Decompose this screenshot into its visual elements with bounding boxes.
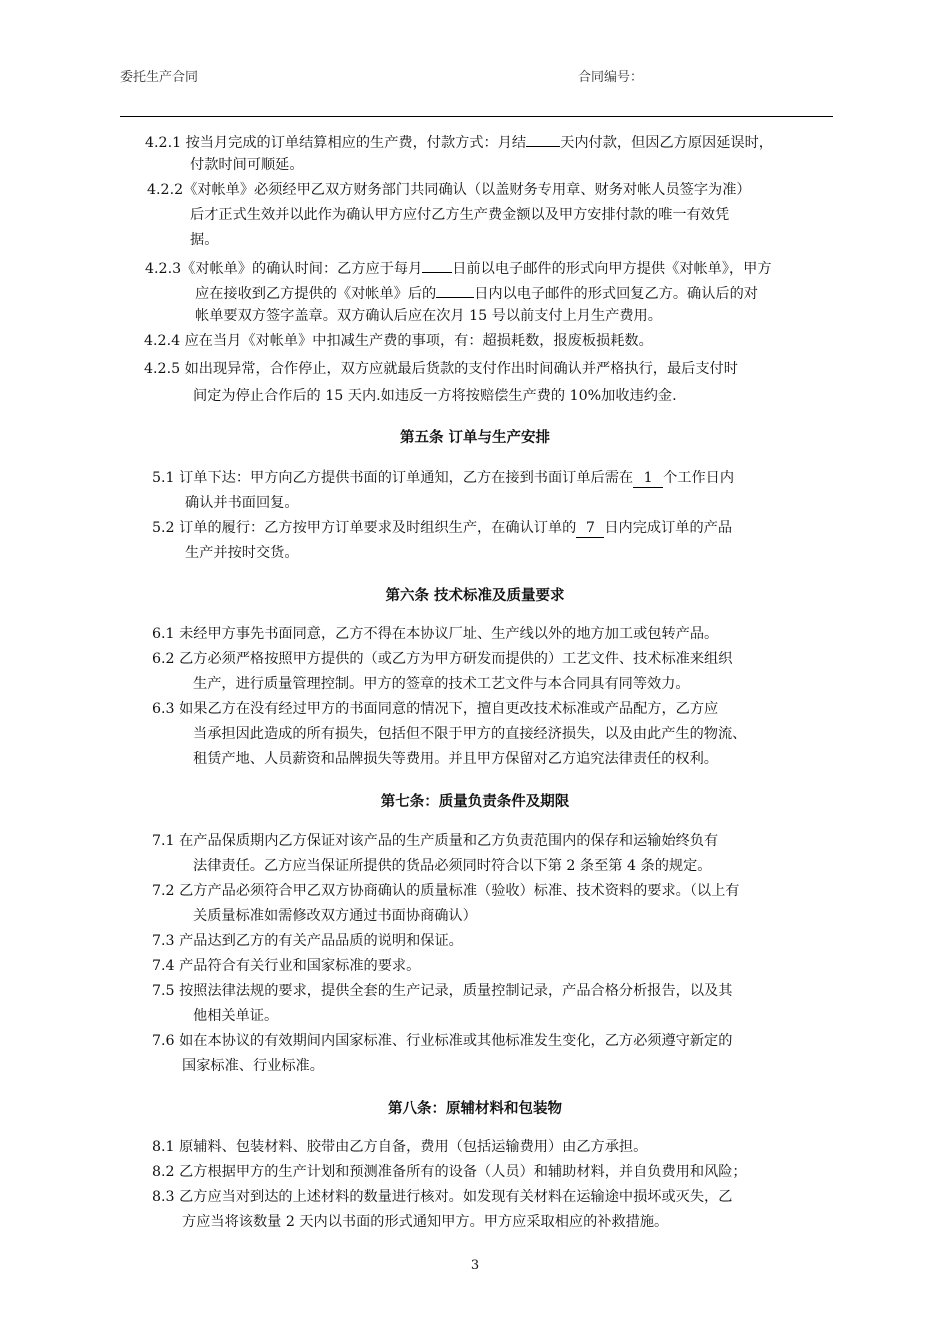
section-5-heading: 第五条 订单与生产安排 [399, 429, 551, 446]
clause-4-2-2-line-1: 4.2.2《对帐单》必须经甲乙双方财务部门共同确认（以盖财务专用章、财务对帐人员签字为准） [147, 182, 751, 198]
clause-7-5-line-1: 7.5 按照法律法规的要求，提供全套的生产记录，质量控制记录，产品合格分析报告，以及其 [152, 983, 733, 999]
clause-7-1-line-2: 法律责任。乙方应当保证所提供的货品必须同时符合以下第 2 条至第 4 条的规定。 [193, 858, 712, 874]
clause-6-3-line-1: 6.3 如果乙方在没有经过甲方的书面同意的情况下，擅自更改技术标准或产品配方，乙方应 [152, 701, 719, 717]
page-number: 3 [470, 1258, 480, 1273]
clause-6-3-line-2: 当承担因此造成的所有损失，包括但不限于甲方的直接经济损失，以及由此产生的物流、 [193, 726, 747, 742]
clause-5-1-line-2: 确认并书面回复。 [185, 495, 299, 511]
clause-4-2-3-line-3: 帐单要双方签字盖章。双方确认后应在次月 15 号以前支付上月生产费用。 [195, 308, 662, 324]
clause-7-2-line-1: 7.2 乙方产品必须符合甲乙双方协商确认的质量标准（验收）标准、技术资料的要求。（以上有 [152, 883, 740, 899]
blank-field [526, 128, 560, 147]
clause-6-2-line-2: 生产，进行质量管理控制。甲方的签章的技术工艺文件与本合同具有同等效力。 [193, 676, 690, 692]
clause-text: 日前以电子邮件的形式向甲方提供《对帐单》，甲方 [452, 261, 772, 277]
clause-text: 天内付款，但因乙方原因延误时， [560, 135, 773, 151]
clause-8-2: 8.2 乙方根据甲方的生产计划和预测准备所有的设备（人员）和辅助材料，并自负费用和风险； [152, 1164, 747, 1180]
clause-6-1: 6.1 未经甲方事先书面同意，乙方不得在本协议厂址、生产线以外的地方加工或包转产品。 [152, 626, 719, 642]
clause-7-2-line-2: 关质量标准如需修改双方通过书面协商确认） [193, 908, 477, 924]
clause-text: 日内完成订单的产品 [604, 520, 733, 536]
header-rule [120, 116, 833, 117]
header-contract-number-label: 合同编号： [578, 70, 644, 85]
clause-4-2-2-line-3: 据。 [190, 232, 219, 248]
clause-8-3-line-1: 8.3 乙方应当对到达的上述材料的数量进行核对。如发现有关材料在运输途中损坏或灭失，乙 [152, 1189, 733, 1205]
clause-text: 个工作日内 [663, 470, 735, 486]
clause-5-2-line-2: 生产并按时交货。 [185, 545, 299, 561]
filled-field: 1 [633, 469, 663, 488]
clause-6-2-line-1: 6.2 乙方必须严格按照甲方提供的（或乙方为甲方研发而提供的）工艺文件、技术标准来组织 [152, 651, 733, 667]
clause-4-2-2-line-2: 后才正式生效并以此作为确认甲方应付乙方生产费金额以及甲方安排付款的唯一有效凭 [190, 207, 730, 223]
clause-7-6-line-2: 国家标准、行业标准。 [182, 1058, 324, 1074]
clause-4-2-1-line-2: 付款时间可顺延。 [190, 157, 304, 173]
section-6-heading: 第六条 技术标准及质量要求 [385, 587, 565, 604]
clause-8-3-line-2: 方应当将该数量 2 天内以书面的形式通知甲方。甲方应采取相应的补救措施。 [182, 1214, 669, 1230]
clause-text: 4.2.3《对帐单》的确认时间：乙方应于每月 [145, 261, 423, 277]
clause-text: 5.2 订单的履行：乙方按甲方订单要求及时组织生产，在确认订单的 [152, 520, 577, 536]
clause-text: 4.2.1 按当月完成的订单结算相应的生产费，付款方式：月结 [145, 135, 527, 151]
clause-text: 5.1 订单下达：甲方向乙方提供书面的订单通知，乙方在接到书面订单后需在 [152, 470, 634, 486]
clause-5-1-line-1 [152, 466, 734, 492]
blank-field [422, 254, 452, 273]
clause-6-3-line-3: 租赁产地、人员薪资和品牌损失等费用。并且甲方保留对乙方追究法律责任的权利。 [193, 751, 718, 767]
clause-7-4: 7.4 产品符合有关行业和国家标准的要求。 [152, 958, 421, 974]
clause-text: 日内以电子邮件的形式回复乙方。确认后的对 [474, 286, 758, 302]
clause-text: 应在接收到乙方提供的《对帐单》后的 [195, 286, 437, 302]
header-left-title: 委托生产合同 [120, 70, 199, 85]
section-7-heading: 第七条：质量负责条件及期限 [380, 793, 570, 810]
clause-4-2-5-line-1: 4.2.5 如出现异常，合作停止，双方应就最后货款的支付作出时间确认并严格执行，最后支付时 [144, 361, 738, 377]
section-8-heading: 第八条：原辅材料和包装物 [388, 1100, 562, 1117]
clause-7-6-line-1: 7.6 如在本协议的有效期间内国家标准、行业标准或其他标准发生变化，乙方必须遵守新定的 [152, 1033, 733, 1049]
clause-7-3: 7.3 产品达到乙方的有关产品品质的说明和保证。 [152, 933, 463, 949]
clause-4-2-5-line-2: 间定为停止合作后的 15 天内.如违反一方将按赔偿生产费的 10%加收违约金. [193, 388, 677, 404]
blank-field [436, 279, 474, 298]
clause-7-5-line-2: 他相关单证。 [193, 1008, 279, 1024]
clause-7-1-line-1: 7.1 在产品保质期内乙方保证对该产品的生产质量和乙方负责范围内的保存和运输始终负有 [152, 833, 719, 849]
clause-8-1: 8.1 原辅料、包装材料、胶带由乙方自备，费用（包括运输费用）由乙方承担。 [152, 1139, 648, 1155]
filled-field: 7 [576, 519, 604, 538]
clause-5-2-line-1 [152, 516, 732, 542]
clause-4-2-4: 4.2.4 应在当月《对帐单》中扣减生产费的事项，有：超损耗数，报废板损耗数。 [144, 333, 653, 349]
